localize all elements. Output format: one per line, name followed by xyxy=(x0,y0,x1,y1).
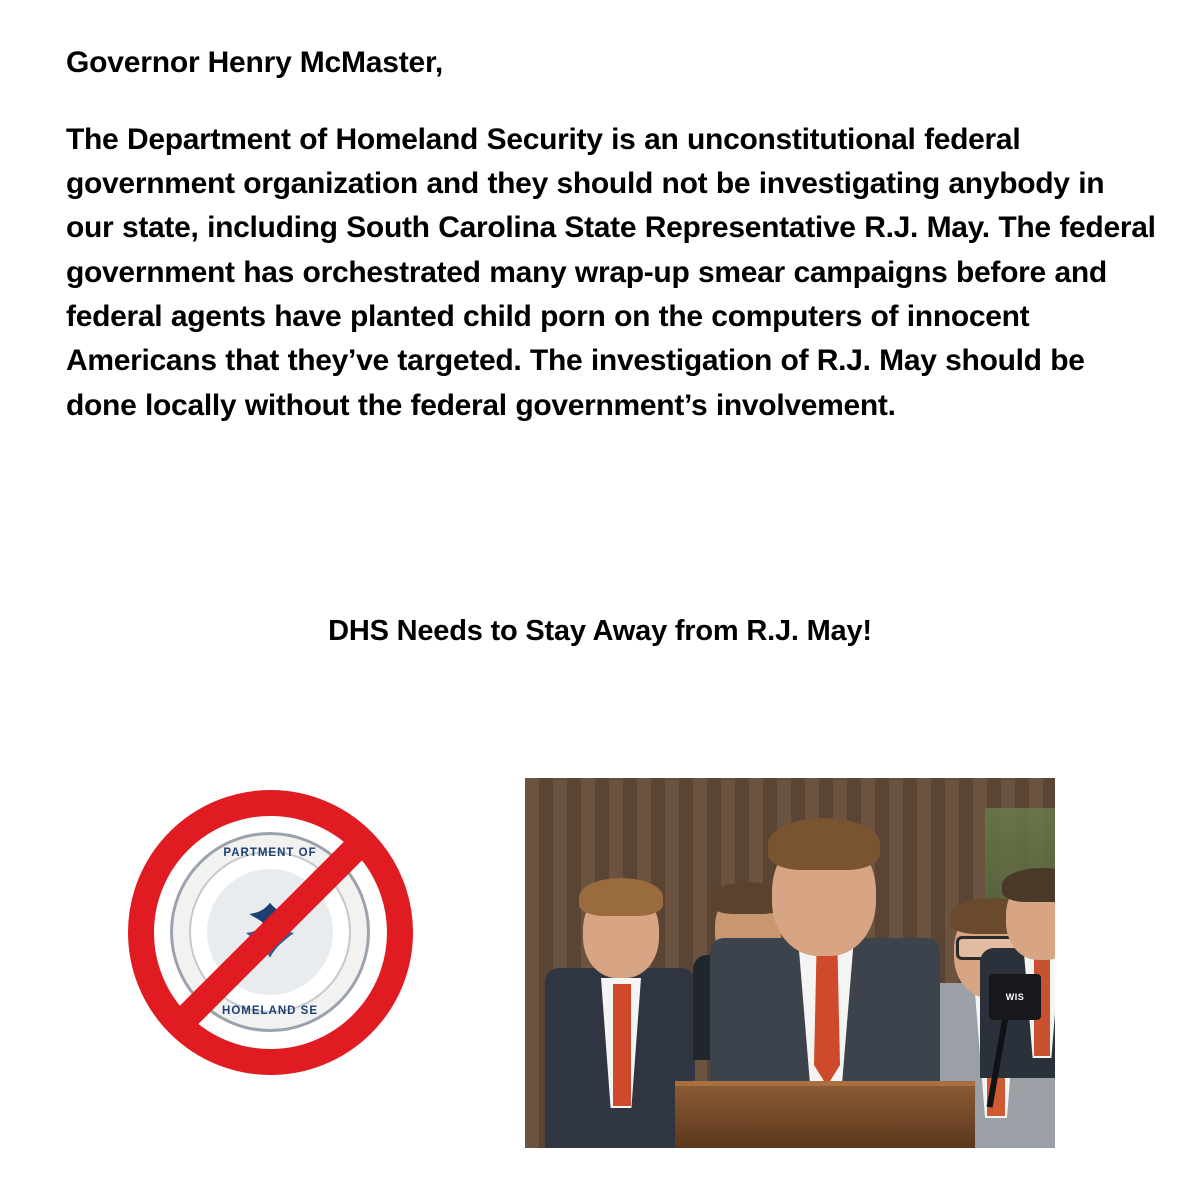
seal-text-top: PARTMENT OF xyxy=(223,847,317,859)
seal-text-bottom: HOMELAND SE xyxy=(222,1005,318,1017)
poster-tagline: DHS Needs to Stay Away from R.J. May! xyxy=(328,615,872,647)
letter-salutation: Governor Henry McMaster, xyxy=(66,46,443,79)
microphone-flag-label: WIS xyxy=(989,974,1041,1020)
photo-person-left xyxy=(545,858,695,1148)
press-conference-photo xyxy=(525,778,1055,1148)
letter-body: The Department of Homeland Security is an unconstitutional federal government organization and they should not be investigating anybody in our state, including South Carolina State Representative R.J. May. The federal government has orchestrated many wrap-up smear campaigns before and federal agents have planted child porn on the computers of innocent Americans that they’ve targeted. The investigation of R.J. May should be done locally without the federal government’s involvement. xyxy=(66,122,1156,422)
photo-person-right xyxy=(980,848,1055,1078)
dhs-prohibited-icon xyxy=(128,790,413,1075)
podium xyxy=(675,1081,975,1148)
letter-text-block xyxy=(66,44,1156,428)
